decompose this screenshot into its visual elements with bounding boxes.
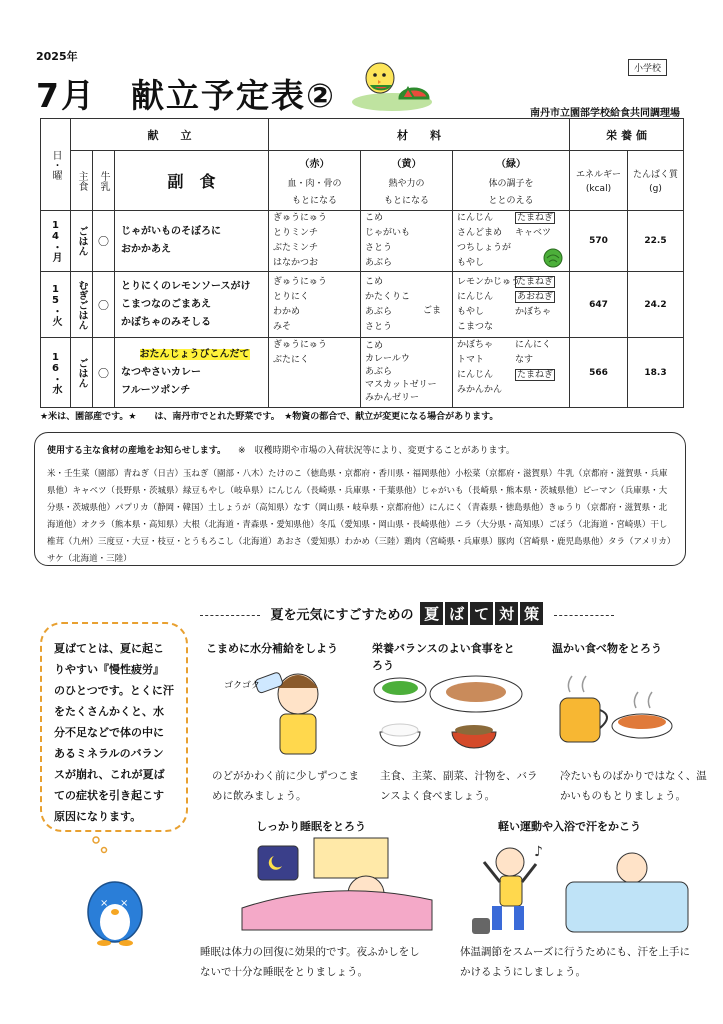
protein-value: 18.3 (628, 338, 684, 408)
origins-text: 米・壬生菜（園部）青ねぎ（日吉）玉ねぎ（園部・八木）たけのこ（徳島県・京都府・香川県・福岡県他）小松菜（京都府・滋賀県）牛乳（京都府・滋賀県・兵庫県他）キャベツ（長野県・茨城県）緑豆もやし（岐阜県）にんじん（長崎県・兵庫県・千葉県他）じゃがいも（長崎県・熊本県・茨城県他）ピーマン（兵庫県・大分県・茨城県他）パプリカ（静岡・韓国）土しょうが（高知県）なす（岡山県・岐阜県・京都府他）にんにく（青森県・徳島県他）きゅうり（京都府・滋賀県・北海道他）オクラ（熊本県・高知県）大根（北海道・青森県・愛知県他）冬瓜（愛知県・岡山県・長崎県他）ニラ（大分県・高知県）ごぼう（北海道・宮崎県）干し椎茸（九州）三度豆・大豆・枝豆・とうもろこし（北海道）あおさ（愛知県）わかめ（三陸）鶏肉（宮崎県・兵庫県）豚肉（宮崎県・鹿児島県他）タラ（アメリカ）サケ（北海道・三陸） (47, 469, 672, 564)
staple-cell: ごはん (71, 338, 93, 408)
side-header: 副 食 (115, 151, 269, 211)
svg-text:×: × (120, 898, 129, 909)
svg-text:ゴクゴク: ゴクゴク (224, 681, 260, 691)
ingredient-origins-box (34, 432, 686, 566)
tip-warm-food-body: 冷たいものばかりではなく、温かいものもとりましょう。 (560, 770, 707, 802)
table-row (41, 211, 684, 272)
warm-food-illustration (556, 664, 676, 754)
red-ingredients: ぎゅうにゅう とりにく わかめ みそ (269, 272, 361, 338)
summer-heading: 夏を元気にすごすための 夏 ば て 対 策 (200, 602, 690, 625)
protein-value: 24.2 (628, 272, 684, 338)
tip-exercise-bath-title: 軽い運動や入浴で汗をかこう (498, 820, 641, 833)
drinking-girl-illustration (218, 658, 338, 758)
staple-cell: ごはん (71, 211, 93, 272)
day-header: 日・曜 (41, 119, 71, 211)
menu-table (40, 118, 684, 408)
red-ingredients: ぎゅうにゅう ぶたにく (269, 338, 361, 408)
side-dish-cell: じゃがいものそぼろに おかかあえ (115, 211, 269, 272)
summer-fatigue-intro: 夏ばてとは、夏に起こりやすい『慢性疲労』のひとつです。とくに汗をたくさんかくと、水分不足などで体の中にあるミネラルのバランスが崩れ、これが夏ばての症状を引き起こす原因になります。 (40, 622, 188, 832)
exercise-bath-illustration (462, 838, 692, 938)
svg-text:♪: ♪ (534, 844, 543, 860)
tip-exercise-bath-body: 体温調節をスムーズに行うためにも、汗を上手にかけるようにしましょう。 (460, 946, 690, 978)
day-cell: 14・月 (41, 211, 71, 272)
milk-cell: 〇 (93, 211, 115, 272)
thought-dots (88, 836, 118, 860)
green-ingredients: かぼちゃ トマト にんじん みかんかん にんにく なす たまねぎ (453, 338, 570, 408)
ingredients-header: 材 料 (269, 119, 570, 151)
origins-heading: 使用する主な食材の産地をお知らせします。 ※ 収穫時期や市場の入荷状況等により、変更することがあります。 (47, 446, 515, 456)
balanced-meal-illustration (372, 670, 532, 762)
milk-header: 牛乳 (93, 151, 115, 211)
tip-balanced-meal-body: 主食、主菜、副菜、汁物を、バランスよく食べましょう。 (380, 770, 538, 802)
red-group-header: （赤） 血・肉・骨の もとになる (269, 151, 361, 211)
divider (554, 615, 614, 616)
sleeping-girl-illustration (238, 838, 438, 938)
staple-header: 主食 (71, 151, 93, 211)
chick-watermelon-illustration (352, 48, 434, 112)
tired-penguin-illustration (80, 868, 150, 948)
yellow-ingredients: こめ じゃがいも さとう あぶら (361, 211, 453, 272)
protein-header: たんぱく質 (g) (628, 151, 684, 211)
table-row (41, 338, 684, 408)
green-ingredients: にんじん さんどまめ つちしょうが もやし たまねぎ キャベツ (453, 211, 570, 272)
energy-value: 570 (570, 211, 628, 272)
staple-cell: むぎごはん (71, 272, 93, 338)
green-group-header: （緑） 体の調子を ととのえる (453, 151, 570, 211)
yellow-ingredients: こめ カレールウ あぶら マスカットゼリー みかんゼリー (361, 338, 453, 408)
svg-text:×: × (100, 898, 109, 909)
tip-balanced-meal-title: 栄養バランスのよい食事をとろう (372, 642, 515, 672)
table-row (41, 272, 684, 338)
energy-value: 566 (570, 338, 628, 408)
day-cell: 15・火 (41, 272, 71, 338)
side-dish-cell: とりにくのレモンソースがけ こまつなのごまあえ かぼちゃのみそしる (115, 272, 269, 338)
tip-hydration-title: こまめに水分補給をしよう (206, 642, 338, 655)
year-label: 2025年 (36, 50, 78, 63)
milk-cell: 〇 (93, 338, 115, 408)
side-dish-cell: おたんじょうびこんだて なつやさいカレー フルーツポンチ (115, 338, 269, 408)
yellow-ingredients: こめ かたくりこ あぶら さとう ごま (361, 272, 453, 338)
organization-name: 南丹市立園部学校給食共同調理場 (530, 108, 680, 119)
table-notes: ★米は、園部産です。★ は、南丹市でとれた野菜です。 ★物資の都合で、献立が変更になる場合があります。 (40, 412, 499, 422)
milk-cell: 〇 (93, 272, 115, 338)
tip-sleep-title: しっかり睡眠をとろう (256, 820, 366, 833)
tip-sleep-body: 睡眠は体力の回復に効果的です。夜ふかしをしないで十分な睡眠をとりましょう。 (200, 946, 420, 978)
nutrition-header: 栄 養 価 (570, 119, 684, 151)
tip-hydration-body: のどがかわく前に少しずつこまめに飲みましょう。 (212, 770, 359, 802)
cabbage-icon (541, 248, 565, 268)
protein-value: 22.5 (628, 211, 684, 272)
page-title: 7月 献立予定表② (36, 76, 336, 115)
red-ingredients: ぎゅうにゅう とりミンチ ぶたミンチ はなかつお (269, 211, 361, 272)
energy-header: エネルギー (kcal) (570, 151, 628, 211)
school-level-badge: 小学校 (628, 59, 667, 76)
birthday-menu-highlight: おたんじょうびこんだて (139, 348, 250, 360)
menu-header: 献 立 (71, 119, 269, 151)
energy-value: 647 (570, 272, 628, 338)
day-cell: 16・水 (41, 338, 71, 408)
green-ingredients: レモンかじゅう にんじん もやし こまつな たまねぎ あおねぎ かぼちゃ (453, 272, 570, 338)
tip-warm-food-title: 温かい食べ物をとろう (552, 642, 662, 655)
divider (200, 615, 260, 616)
yellow-group-header: （黄） 熱や力の もとになる (361, 151, 453, 211)
